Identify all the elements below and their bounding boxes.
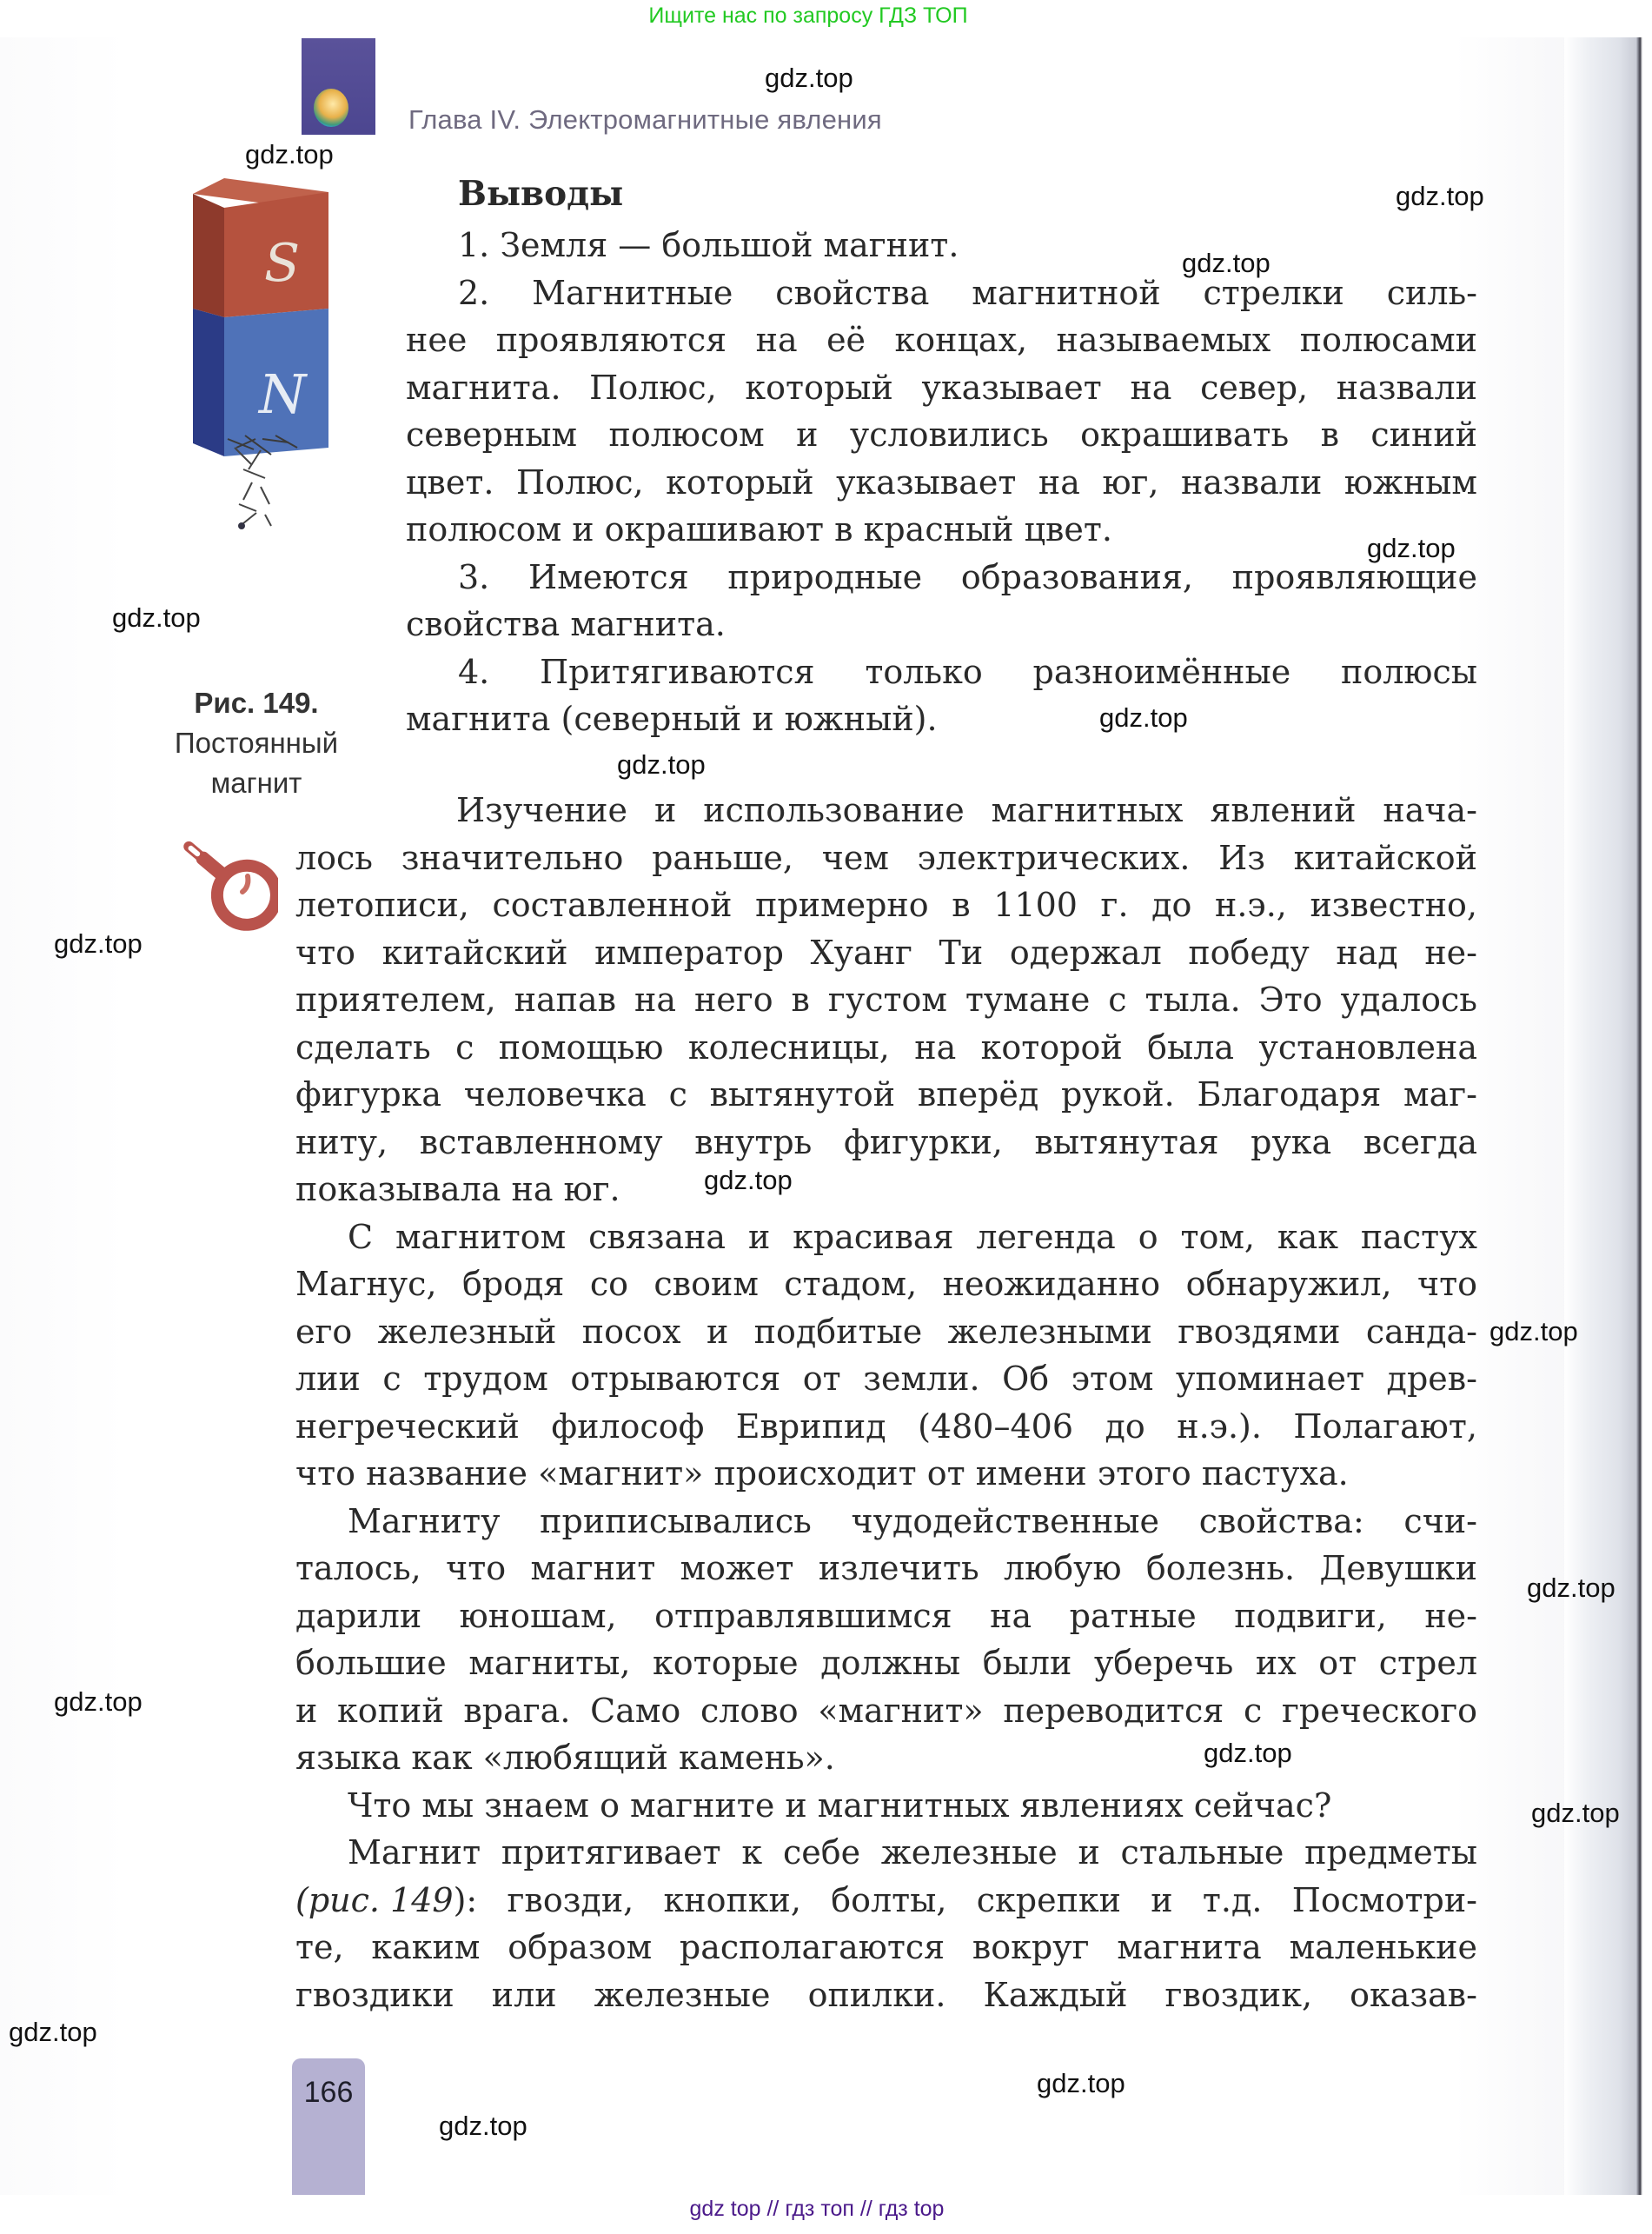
text-line: те, каким образом располагаются вокруг магнита маленькие [295, 1928, 1477, 1966]
watermark: gdz.top [1204, 1738, 1292, 1768]
bar-magnet-icon [193, 178, 328, 456]
search-banner: Ищите нас по запросу ГДЗ ТОП [648, 3, 968, 28]
watermark: gdz.top [54, 1686, 143, 1717]
text-line: лось значительно раньше, чем электрических. Из китайской [295, 838, 1477, 877]
text-line: ): гвозди, кнопки, болты, скрепки и т.д. Посмотри- [453, 1880, 1477, 1919]
north-pole-label: N [259, 362, 307, 426]
watermark: gdz.top [765, 63, 853, 93]
conclusions-list [406, 222, 1477, 743]
south-pole-label: S [264, 233, 301, 294]
page-edge-shadow [1564, 37, 1642, 2195]
text-line: сделать с помощью колесницы, на которой была установлена [295, 1027, 1477, 1067]
text-line: фигурка человечка с вытянутой вперёд рукой. Благодаря маг- [295, 1075, 1477, 1114]
watermark: gdz.top [1037, 2068, 1125, 2098]
paragraph-5-start: Магнит притягивает к себе железные и стальные предметы [348, 1833, 1477, 1872]
text-line: Магнус, бродя со своим стадом, неожиданно обнаружил, что [295, 1265, 1477, 1303]
watermark: gdz.top [1531, 1798, 1620, 1828]
chapter-title: Глава IV. Электромагнитные явления [408, 104, 882, 135]
text-line: полюсом и окрашивают в красный цвет. [406, 510, 1113, 549]
text-line: свойства магнита. [406, 605, 726, 643]
conclusion-4: 4. Притягиваются только разноимённые полюсы [458, 652, 1477, 691]
paragraph-1-start: Изучение и использование магнитных явлений нача- [456, 791, 1477, 829]
text-line: что китайский император Хуанг Ти одержал победу над не- [295, 933, 1477, 972]
text-line-with-ref [295, 1877, 1477, 1925]
conclusion-1: 1. Земля — большой магнит. [458, 226, 959, 264]
figure-caption-number: Рис. 149. [194, 687, 319, 719]
text-line: магнита. Полюс, который указывает на север, назвали [406, 368, 1477, 407]
text-line: дарили юношам, отправлявшимся на ратные подвиги, не- [295, 1596, 1477, 1635]
text-line: магнита (северный и южный). [406, 700, 938, 738]
conclusion-3: 3. Имеются природные образования, проявляющие [458, 557, 1477, 596]
conclusions-heading: Выводы [458, 174, 624, 214]
text-line: и копий врага. Само слово «магнит» переводится с греческого [295, 1691, 1477, 1730]
text-line: показывала на юг. [295, 1170, 620, 1208]
watermark: gdz.top [617, 749, 706, 780]
watermark: gdz.top [1489, 1316, 1578, 1346]
watermark: gdz.top [1367, 533, 1456, 563]
watermark: gdz.top [1182, 248, 1271, 278]
text-line: северным полюсом и условились окрашивать в синий [406, 416, 1477, 454]
atom-icon [314, 89, 348, 127]
text-line: гвоздики или железные опилки. Каждый гвоздик, оказав- [295, 1975, 1477, 2014]
figure-caption-line2: магнит [210, 767, 302, 799]
watermark: gdz.top [112, 602, 201, 633]
watermark: gdz.top [439, 2111, 527, 2141]
watermark: gdz.top [54, 928, 143, 959]
watermark: gdz.top [1396, 181, 1484, 211]
text-line: его железный посох и подбитые железными гвоздями санда- [295, 1312, 1477, 1351]
figure-caption-line1: Постоянный [174, 727, 339, 759]
text-line: нее проявляются на её концах, называемых полюсами [406, 321, 1477, 359]
page-number-tab [292, 2058, 365, 2195]
watermark: gdz.top [1099, 702, 1188, 733]
body-text [295, 787, 1477, 2018]
watermark: gdz.top [9, 2017, 97, 2047]
footer-links: gdz top // гдз топ // гдз top [689, 2197, 945, 2221]
page-number: 166 [303, 2076, 354, 2109]
paragraph-2-start: С магнитом связана и красивая легенда о том, как пастух [348, 1217, 1477, 1256]
watermark: gdz.top [1527, 1572, 1616, 1603]
text-line: цвет. Полюс, который указывает на юг, назвали южным [406, 462, 1477, 502]
text-line: ниту, вставленному внутрь фигурки, вытянутая рука всегда [295, 1122, 1477, 1161]
text-line: летописи, составленной примерно в 1100 г. до н.э., известно, [295, 886, 1477, 924]
magnifier-icon [152, 841, 278, 963]
figure-reference: (рис. 149 [295, 1880, 454, 1919]
iron-filings-icon [217, 443, 295, 530]
text-line: что название «магнит» происходит от имени этого пастуха. [295, 1454, 1349, 1493]
paragraph-4-question: Что мы знаем о магните и магнитных явлениях сейчас? [348, 1785, 1332, 1825]
text-line: языка как «любящий камень». [295, 1739, 835, 1777]
text-line: приятелем, напав на него в густом тумане с тыла. Это удалось [295, 981, 1477, 1019]
text-line: негреческий философ Еврипид (480–406 до н.э.). Полагают, [295, 1406, 1477, 1446]
text-line: талось, что магнит может излечить любую болезнь. Девушки [295, 1549, 1477, 1587]
paragraph-3-start: Магниту приписывались чудодейственные свойства: счи- [348, 1501, 1477, 1540]
conclusion-2: 2. Магнитные свойства магнитной стрелки силь- [458, 273, 1477, 312]
watermark: gdz.top [245, 139, 334, 170]
text-line: большие магниты, которые должны были уберечь их от стрел [295, 1644, 1477, 1682]
watermark: gdz.top [704, 1165, 793, 1195]
text-line: лии с трудом отрываются от земли. Об этом упоминает древ- [295, 1360, 1477, 1398]
chapter-icon [302, 38, 375, 135]
